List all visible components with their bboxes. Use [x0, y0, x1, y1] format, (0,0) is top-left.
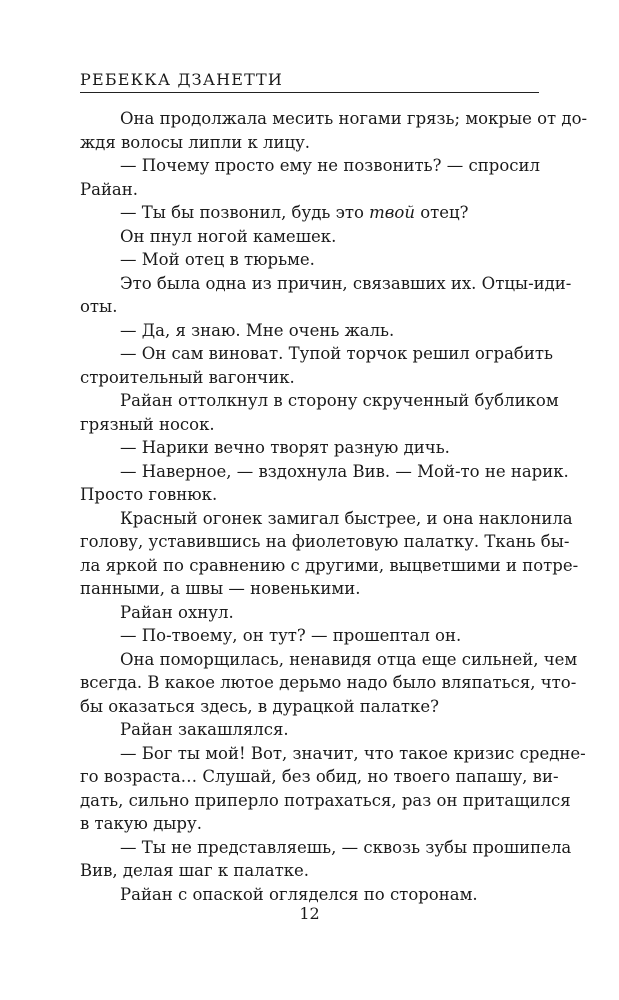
text-line	[80, 248, 540, 272]
text-line	[80, 389, 559, 413]
text-line	[80, 695, 540, 719]
body-text	[80, 107, 588, 906]
text-segment: Райан охнул.	[120, 602, 234, 622]
text-line	[80, 765, 559, 789]
text-line	[80, 295, 540, 319]
italic-word: твой	[369, 203, 415, 222]
text-line	[80, 507, 573, 531]
text-line	[80, 859, 540, 883]
text-segment: отец?	[414, 203, 469, 222]
text-line	[80, 225, 540, 249]
text-line	[80, 554, 579, 578]
text-segment: — Ты бы позвонил, будь это	[120, 203, 370, 222]
text-line	[80, 154, 540, 178]
text-segment: Райан закашлялся.	[120, 720, 289, 739]
text-line	[80, 483, 540, 507]
text-line	[80, 671, 577, 695]
text-line	[80, 178, 540, 202]
text-line	[80, 742, 586, 766]
text-line	[80, 460, 569, 484]
text-segment: грязный носок.	[80, 414, 215, 434]
text-segment: — Мой отец в тюрьме.	[120, 250, 315, 269]
text-segment: — Он сам виноват. Тупой торчок решил ограбить	[120, 344, 553, 363]
text-segment: дать, сильно приперло потрахаться, раз он притащился	[80, 790, 571, 810]
text-segment: Красный огонек замигал быстрее, и она наклонила	[120, 508, 573, 528]
text-line	[80, 319, 540, 343]
text-line	[80, 131, 540, 155]
text-segment: Она продолжала месить ногами грязь; мокрые от до-	[120, 109, 588, 128]
text-segment: Райан.	[80, 179, 139, 199]
text-segment: Вив, делая шаг к палатке.	[80, 861, 310, 880]
text-line	[80, 624, 540, 648]
text-segment: Райан оттолкнул в сторону скрученный бубликом	[120, 391, 559, 410]
text-segment: в такую дыру.	[80, 814, 202, 833]
text-segment: оты.	[80, 297, 118, 316]
text-line	[80, 601, 540, 625]
text-segment: — По-твоему, он тут? — прошептал он.	[120, 626, 462, 645]
text-segment: голову, уставившись на фиолетовую палатку. Ткань бы-	[80, 532, 570, 551]
text-line	[80, 342, 553, 366]
text-line	[80, 272, 572, 296]
text-line	[80, 107, 588, 131]
text-segment: бы оказаться здесь, в дурацкой палатке?	[80, 696, 439, 716]
text-segment: — Ты не представляешь, — сквозь зубы прошипела	[120, 837, 572, 857]
text-segment: Просто говнюк.	[80, 485, 218, 504]
text-line	[80, 812, 540, 836]
text-segment: строительный вагончик.	[80, 367, 295, 387]
text-line	[80, 718, 540, 742]
text-segment: — Нарики вечно творят разную дичь.	[120, 438, 450, 457]
text-segment: Она поморщилась, ненавидя отца еще сильней, чем	[120, 649, 578, 669]
text-line	[80, 883, 540, 907]
text-line	[80, 577, 540, 601]
text-segment: ла яркой по сравнению с другими, выцветшими и потре-	[80, 555, 579, 575]
running-title: РЕБЕККА ДЗАНЕТТИ	[80, 70, 284, 89]
text-segment: — Бог ты мой! Вот, значит, что такое кризис средне-	[120, 743, 586, 763]
text-segment: — Наверное, — вздохнула Вив. — Мой-то не нарик.	[120, 461, 569, 481]
running-header	[80, 70, 539, 93]
text-line	[80, 648, 578, 672]
text-segment: — Почему просто ему не позвонить? — спросил	[120, 156, 540, 175]
text-line	[80, 366, 540, 390]
text-segment: — Да, я знаю. Мне очень жаль.	[120, 320, 395, 340]
text-line	[80, 201, 540, 225]
page-number: 12	[299, 904, 320, 923]
text-segment: панными, а швы — новенькими.	[80, 579, 361, 598]
text-segment: Это была одна из причин, связавших их. Отцы-иди-	[120, 273, 572, 293]
text-segment: Райан с опаской огляделся по сторонам.	[120, 884, 478, 904]
text-segment: го возраста… Слушай, без обид, но твоего папашу, ви-	[80, 767, 559, 786]
text-line	[80, 436, 540, 460]
text-line	[80, 413, 540, 437]
text-line	[80, 530, 570, 554]
text-line	[80, 789, 571, 813]
text-segment: ждя волосы липли к лицу.	[80, 132, 311, 152]
text-segment: всегда. В какое лютое дерьмо надо было вляпаться, что-	[80, 673, 577, 692]
text-segment: Он пнул ногой камешек.	[120, 226, 337, 246]
text-line	[80, 836, 572, 860]
